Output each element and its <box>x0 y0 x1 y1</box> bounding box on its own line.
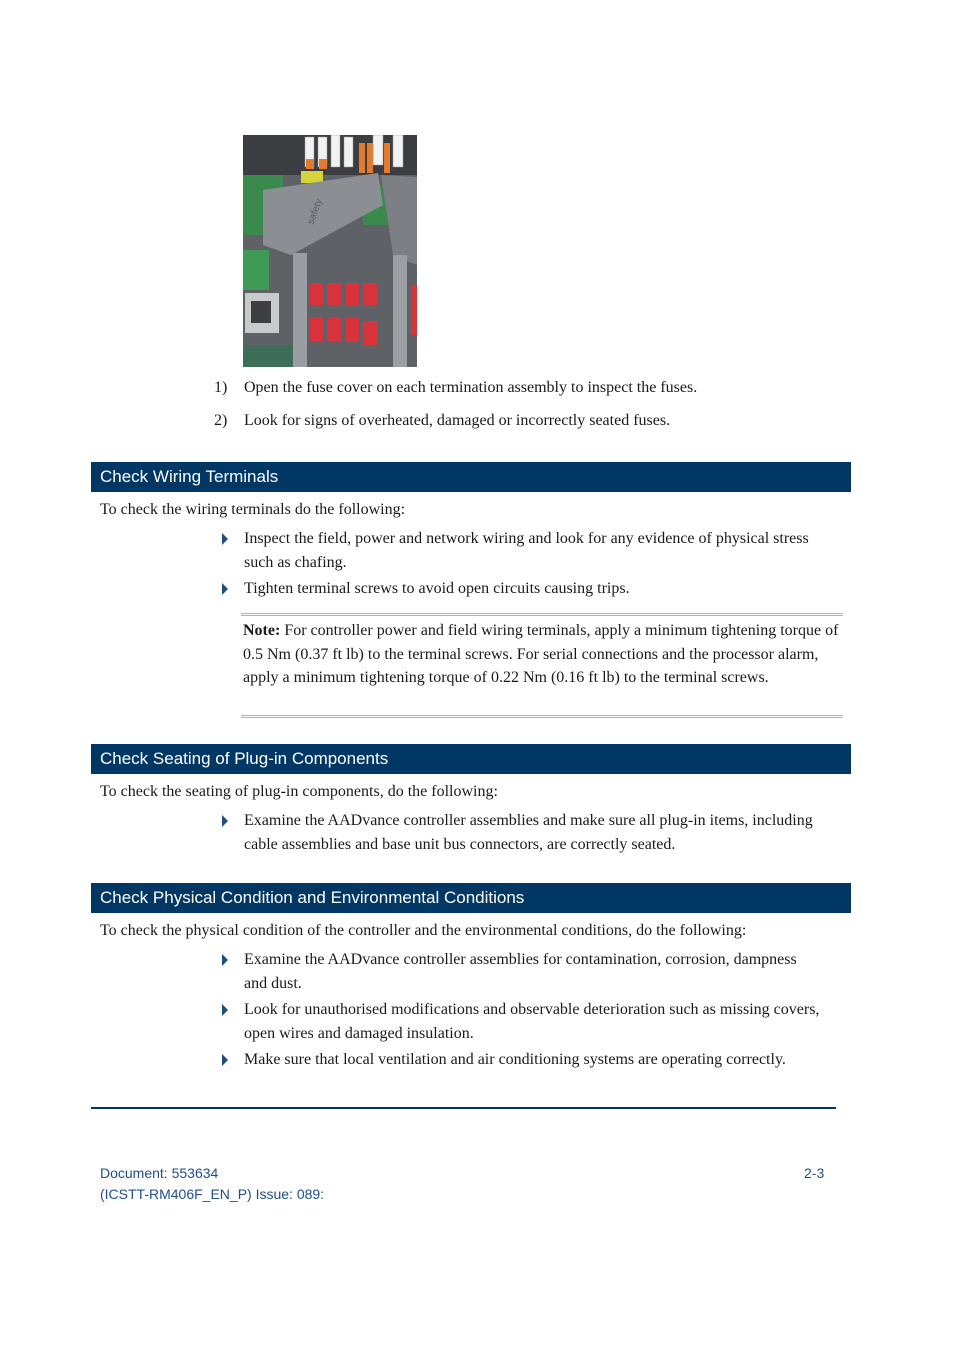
note-box <box>241 613 843 718</box>
list-item <box>222 809 822 856</box>
footer-divider <box>91 1107 836 1109</box>
step-text: Open the fuse cover on each termination assembly to inspect the fuses. <box>244 379 698 396</box>
svg-text:safety: safety <box>305 197 325 227</box>
list-item-text: Inspect the field, power and network wiring and look for any evidence of physical stress such as chafing. <box>244 530 809 571</box>
list-item-text: Make sure that local ventilation and air conditioning systems are operating correctly. <box>244 1051 786 1068</box>
step-number: 1) <box>214 379 228 396</box>
list-item <box>222 998 822 1045</box>
section-intro: To check the seating of plug-in components, do the following: <box>100 783 498 800</box>
list-item <box>222 527 822 574</box>
fuse-cover-photo-icon <box>243 135 417 367</box>
fuse-cover-photo <box>243 135 417 367</box>
bullet-arrow-icon <box>222 533 228 545</box>
step-number: 2) <box>214 412 228 429</box>
bullet-arrow-icon <box>222 954 228 966</box>
section-heading-wiring-terminals: Check Wiring Terminals <box>91 462 851 492</box>
list-item-text: Examine the AADvance controller assemblies for contamination, corrosion, dampness and dust. <box>244 951 797 992</box>
note-text <box>243 619 839 690</box>
footer-document: Document: 553634 <box>100 1165 219 1181</box>
list-item <box>222 948 822 995</box>
section-heading-plug-in-components: Check Seating of Plug-in Components <box>91 744 851 774</box>
note-body: For controller power and field wiring terminals, apply a minimum tightening torque of 0.5 Nm (0.37 ft lb) to the terminal screws. For serial connections and the processor alarm, apply a minimum tightening torque of 0.22 Nm (0.16 ft lb) to the terminal screws. <box>243 622 839 686</box>
list-item-text: Examine the AADvance controller assemblies and make sure all plug-in items, including cable assemblies and base unit bus connectors, are correctly seated. <box>244 812 813 853</box>
bullet-arrow-icon <box>222 815 228 827</box>
bullet-arrow-icon <box>222 1004 228 1016</box>
section-intro: To check the wiring terminals do the following: <box>100 501 406 518</box>
footer-issue: (ICSTT-RM406F_EN_P) Issue: 089: <box>100 1186 325 1202</box>
list-item-text: Look for unauthorised modifications and observable deterioration such as missing covers, open wires and damaged insulation. <box>244 1001 820 1042</box>
note-label: Note: <box>243 622 281 639</box>
bullet-arrow-icon <box>222 583 228 595</box>
bullet-arrow-icon <box>222 1054 228 1066</box>
list-item <box>222 577 822 601</box>
list-item <box>222 1048 822 1072</box>
page-number: 2-3 <box>804 1165 825 1181</box>
section-intro: To check the physical condition of the controller and the environmental conditions, do the following: <box>100 922 747 939</box>
list-item-text: Tighten terminal screws to avoid open circuits causing trips. <box>244 580 630 597</box>
section-heading-physical-conditions: Check Physical Condition and Environmental Conditions <box>91 883 851 913</box>
step-text: Look for signs of overheated, damaged or incorrectly seated fuses. <box>244 412 671 429</box>
